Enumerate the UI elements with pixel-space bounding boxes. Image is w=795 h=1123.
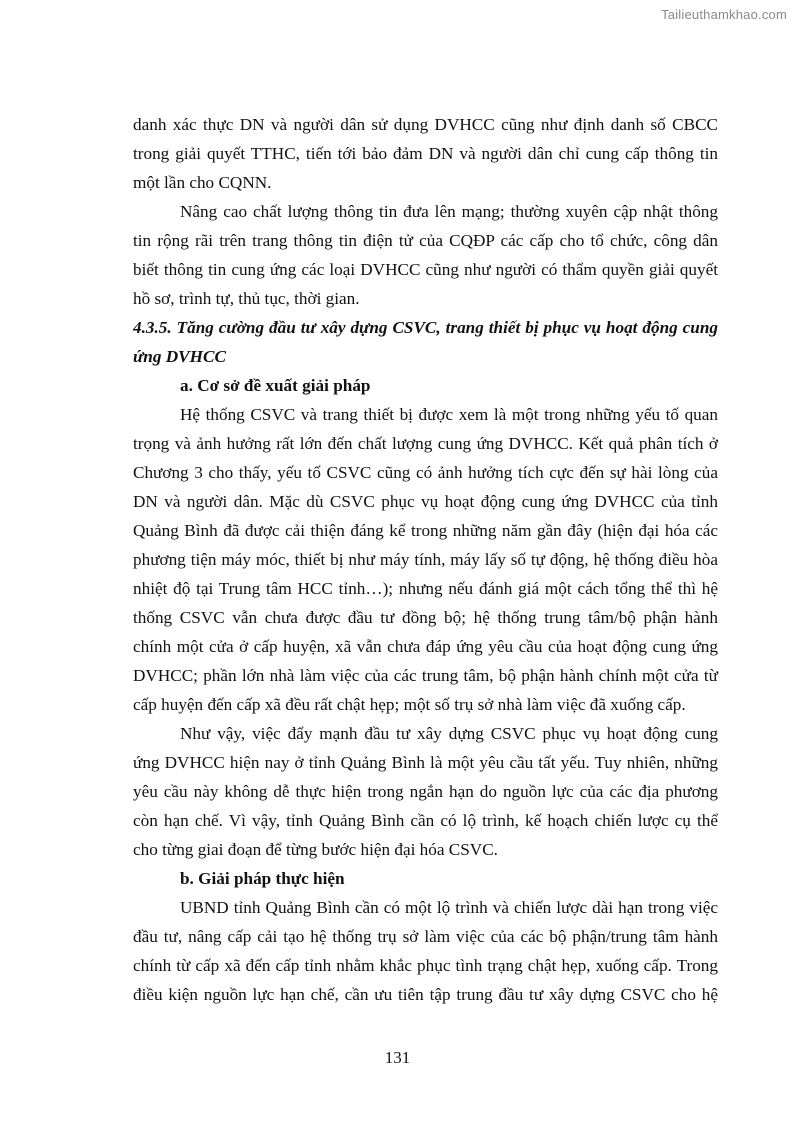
paragraph-line: phương tiện máy móc, thiết bị như máy tính, máy lấy số tự động, hệ thống điều hòa xyxy=(133,550,718,569)
paragraph-line: thống CSVC vẫn chưa được đầu tư đồng bộ; hệ thống trung tâm/bộ phận hành xyxy=(133,608,718,627)
paragraph-line: yêu cầu này không dễ thực hiện trong ngắn hạn do nguồn lực của các địa phương xyxy=(133,782,718,801)
paragraph-line: UBND tỉnh Quảng Bình cần có một lộ trình và chiến lược dài hạn trong việc xyxy=(180,898,718,917)
paragraph-line: điều kiện nguồn lực hạn chế, cần ưu tiên tập trung đầu tư xây dựng CSVC cho hệ xyxy=(133,985,718,1004)
watermark: Tailieuthamkhao.com xyxy=(661,7,787,22)
paragraph-line: Quảng Bình đã được cải thiện đáng kể trong những năm gần đây (hiện đại hóa các xyxy=(133,521,718,540)
paragraph-line: DVHCC; phần lớn nhà làm việc của các trung tâm, bộ phận hành chính một cửa từ xyxy=(133,666,718,685)
paragraph-line: biết thông tin cung ứng các loại DVHCC cũng như người có thẩm quyền giải quyết xyxy=(133,260,718,279)
paragraph-line: trọng và ảnh hưởng rất lớn đến chất lượng cung ứng DVHCC. Kết quả phân tích ở xyxy=(133,434,718,453)
paragraph-line: nhiệt độ tại Trung tâm HCC tỉnh…); nhưng nếu đánh giá một cách tổng thể thì hệ xyxy=(133,579,718,598)
paragraph-line: hồ sơ, trình tự, thủ tục, thời gian. xyxy=(133,289,360,308)
section-heading: 4.3.5. Tăng cường đầu tư xây dựng CSVC, trang thiết bị phục vụ hoạt động cung xyxy=(133,318,718,337)
section-heading: ứng DVHCC xyxy=(133,347,226,366)
paragraph-line: đầu tư, nâng cấp cải tạo hệ thống trụ sở làm việc của các bộ phận/trung tâm hành xyxy=(133,927,718,946)
page-number: 131 xyxy=(384,1048,411,1067)
paragraph-line: trong giải quyết TTHC, tiến tới bảo đảm DN và người dân chỉ cung cấp thông tin xyxy=(133,144,718,163)
paragraph-line: danh xác thực DN và người dân sử dụng DVHCC cũng như định danh số CBCC xyxy=(133,115,718,134)
paragraph-line: cấp huyện đến cấp xã đều rất chật hẹp; một số trụ sở nhà làm việc đã xuống cấp. xyxy=(133,695,686,714)
subsection-heading: a. Cơ sở đề xuất giải pháp xyxy=(180,376,371,395)
paragraph-line: một lần cho CQNN. xyxy=(133,173,272,192)
paragraph-line: chính một cửa ở cấp huyện, xã vẫn chưa đáp ứng yêu cầu của hoạt động cung ứng xyxy=(133,637,718,656)
paragraph-line: còn hạn chế. Vì vậy, tỉnh Quảng Bình cần có lộ trình, kế hoạch chiến lược cụ thể xyxy=(133,811,718,830)
paragraph-line: Nâng cao chất lượng thông tin đưa lên mạng; thường xuyên cập nhật thông xyxy=(180,202,718,221)
subsection-heading: b. Giải pháp thực hiện xyxy=(180,869,345,888)
paragraph-line: Như vậy, việc đẩy mạnh đầu tư xây dựng CSVC phục vụ hoạt động cung xyxy=(180,724,718,743)
paragraph-line: Chương 3 cho thấy, yếu tố CSVC cũng có ảnh hưởng tích cực đến sự hài lòng của xyxy=(133,463,718,482)
paragraph-line: ứng DVHCC hiện nay ở tỉnh Quảng Bình là một yêu cầu tất yếu. Tuy nhiên, những xyxy=(133,753,718,772)
paragraph-line: tin rộng rãi trên trang thông tin điện tử của CQĐP các cấp cho tổ chức, công dân xyxy=(133,231,718,250)
paragraph-line: chính từ cấp xã đến cấp tỉnh nhằm khắc phục tình trạng chật hẹp, xuống cấp. Trong xyxy=(133,956,718,975)
paragraph-line: Hệ thống CSVC và trang thiết bị được xem là một trong những yếu tố quan xyxy=(180,405,718,424)
paragraph-line: DN và người dân. Mặc dù CSVC phục vụ hoạt động cung ứng DVHCC của tỉnh xyxy=(133,492,718,511)
paragraph-line: cho từng giai đoạn để từng bước hiện đại hóa CSVC. xyxy=(133,840,498,859)
